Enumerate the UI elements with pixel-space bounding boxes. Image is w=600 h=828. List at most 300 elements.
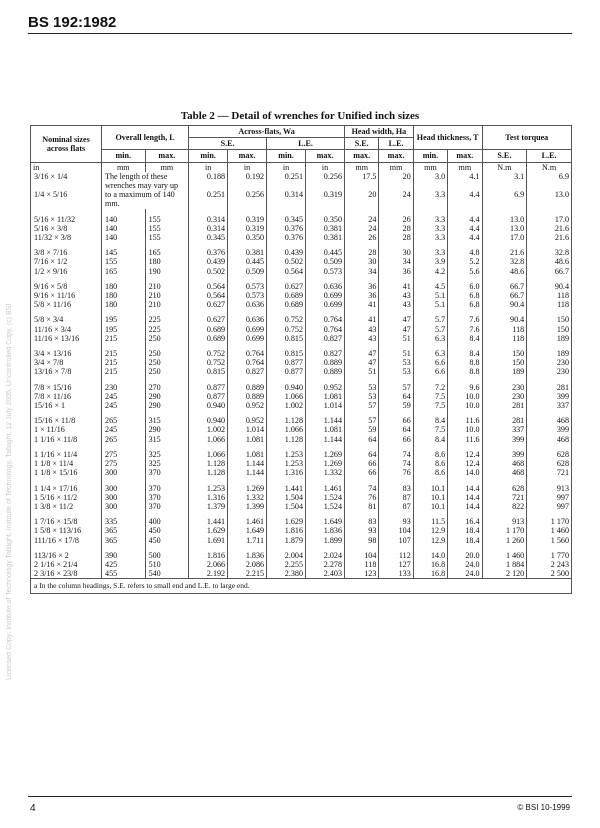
table-cell: 245: [102, 392, 146, 401]
nominal-size-cell: 1 1/16 × 11/8: [31, 435, 102, 444]
table-cell: 43: [379, 291, 413, 300]
table-cell: 468: [527, 435, 572, 444]
table-cell: 3.1: [482, 172, 527, 190]
table-cell: 0.627: [189, 315, 228, 324]
table-cell: 1.316: [267, 468, 306, 477]
table-cell: 3.9: [413, 257, 447, 266]
table-cell: 337: [482, 425, 527, 434]
table-cell: 1.253: [267, 459, 306, 468]
table-row: [31, 468, 572, 477]
table-cell: 1.081: [228, 450, 267, 459]
table-cell: 0.319: [228, 224, 267, 233]
table-cell: 7.6: [448, 315, 482, 324]
table-cell: 2.004: [267, 551, 306, 560]
header-thickness-max: max.: [448, 150, 482, 162]
table-cell: 57: [345, 401, 379, 410]
table-cell: 150: [527, 315, 572, 324]
table-cell: 225: [145, 325, 189, 334]
table-cell: 47: [379, 325, 413, 334]
table-cell: 0.940: [189, 416, 228, 425]
table-cell: 150: [527, 325, 572, 334]
table-cell: 28: [379, 233, 413, 242]
table-cell: 365: [102, 526, 146, 535]
header-flats-le-min: min.: [267, 150, 306, 162]
nominal-size-cell: 11/16 × 13/16: [31, 334, 102, 343]
table-cell: 0.827: [228, 367, 267, 376]
table-cell: 1.144: [228, 459, 267, 468]
table-cell: 66: [345, 459, 379, 468]
nominal-size-cell: 1 5/16 × 11/2: [31, 493, 102, 502]
table-cell: 6.9: [527, 172, 572, 190]
header-width-le-max: max.: [379, 150, 413, 162]
table-cell: 87: [379, 502, 413, 511]
table-cell: 1.128: [189, 468, 228, 477]
table-cell: 230: [527, 367, 572, 376]
table-cell: 43: [345, 325, 379, 334]
table-cell: 2.403: [306, 569, 345, 579]
table-cell: 74: [379, 450, 413, 459]
table-cell: 2 120: [482, 569, 527, 579]
table-cell: 0.251: [189, 190, 228, 208]
table-cell: 1.629: [267, 517, 306, 526]
table-cell: 210: [145, 291, 189, 300]
table-cell: 0.689: [267, 300, 306, 309]
table-cell: 455: [102, 569, 146, 579]
table-cell: 0.877: [189, 383, 228, 392]
table-cell: 18.4: [448, 526, 482, 535]
table-cell: 1.504: [267, 502, 306, 511]
nominal-size-cell: 5/16 × 11/32: [31, 215, 102, 224]
table-row: [31, 349, 572, 358]
table-row: [31, 383, 572, 392]
table-cell: 0.699: [228, 334, 267, 343]
table-cell: 0.376: [267, 233, 306, 242]
nominal-size-cell: 3/4 × 13/16: [31, 349, 102, 358]
table-cell: 6.6: [413, 367, 447, 376]
table-row: [31, 526, 572, 535]
unit-cell: mm: [379, 162, 413, 172]
table-cell: 3.3: [413, 215, 447, 224]
table-cell: 51: [379, 334, 413, 343]
table-cell: 2.024: [306, 551, 345, 560]
table-cell: 74: [345, 484, 379, 493]
table-cell: 500: [145, 551, 189, 560]
table-cell: 250: [145, 367, 189, 376]
table-cell: 6.6: [413, 358, 447, 367]
table-cell: 24: [345, 215, 379, 224]
unit-cell: in: [267, 162, 306, 172]
table-cell: 1.081: [306, 392, 345, 401]
table-cell: 66: [345, 468, 379, 477]
table-cell: 0.314: [189, 224, 228, 233]
table-cell: 0.699: [306, 291, 345, 300]
table-cell: 399: [482, 435, 527, 444]
nominal-size-cell: 1/2 × 9/16: [31, 267, 102, 276]
table-cell: 47: [379, 315, 413, 324]
table-cell: 0.502: [267, 257, 306, 266]
nominal-size-cell: 3/8 × 7/16: [31, 248, 102, 257]
table-cell: 1.332: [306, 468, 345, 477]
nominal-size-cell: 5/16 × 3/8: [31, 224, 102, 233]
table-cell: 5.7: [413, 315, 447, 324]
table-cell: 145: [102, 248, 146, 257]
unit-cell: in: [228, 162, 267, 172]
table-cell: 215: [102, 349, 146, 358]
table-cell: 0.502: [189, 267, 228, 276]
table-cell: 0.439: [267, 248, 306, 257]
table-cell: 0.256: [228, 190, 267, 208]
table-cell: 17.0: [527, 215, 572, 224]
table-cell: 150: [482, 358, 527, 367]
table-cell: 1 560: [527, 536, 572, 545]
table-cell: 2.215: [228, 569, 267, 579]
table-cell: 10.0: [448, 392, 482, 401]
nominal-size-cell: 15/16 × 1: [31, 401, 102, 410]
table-cell: 3.3: [413, 224, 447, 233]
table-cell: 21.6: [482, 248, 527, 257]
unit-cell: in: [306, 162, 345, 172]
table-cell: 1.899: [306, 536, 345, 545]
table-cell: 4.1: [448, 172, 482, 190]
table-cell: 14.4: [448, 493, 482, 502]
nominal-size-cell: 3/4 × 7/8: [31, 358, 102, 367]
table-cell: 1.504: [267, 493, 306, 502]
table-cell: 5.1: [413, 291, 447, 300]
table-cell: 1.002: [189, 425, 228, 434]
header-torque-se: S.E.: [482, 150, 527, 162]
table-cell: 133: [379, 569, 413, 579]
table-cell: 1.461: [228, 517, 267, 526]
table-cell: 1.816: [267, 526, 306, 535]
table-cell: 0.889: [306, 358, 345, 367]
header-rule: [28, 33, 572, 34]
table-cell: 1.441: [267, 484, 306, 493]
table-cell: 66.7: [482, 291, 527, 300]
table-cell: 36: [379, 267, 413, 276]
table-cell: 0.439: [189, 257, 228, 266]
nominal-size-cell: 7/16 × 1/2: [31, 257, 102, 266]
table-cell: 0.564: [267, 267, 306, 276]
table-cell: 118: [482, 325, 527, 334]
table-cell: 1.066: [267, 392, 306, 401]
nominal-size-cell: 5/8 × 11/16: [31, 300, 102, 309]
table-cell: 0.573: [228, 282, 267, 291]
table-cell: 399: [527, 425, 572, 434]
unit-cell: mm: [102, 162, 146, 172]
table-cell: 1.253: [189, 484, 228, 493]
table-cell: 0.827: [306, 334, 345, 343]
table-cell: 51: [345, 367, 379, 376]
table-cell: 1.144: [306, 416, 345, 425]
table-cell: 1.332: [228, 493, 267, 502]
table-cell: 195: [102, 325, 146, 334]
table-cell: 0.815: [267, 334, 306, 343]
table-cell: 3.3: [413, 248, 447, 257]
table-cell: 155: [145, 233, 189, 242]
table-cell: 468: [482, 468, 527, 477]
table-cell: 0.764: [306, 325, 345, 334]
table-cell: 11.6: [448, 416, 482, 425]
table-cell: 66.7: [527, 267, 572, 276]
table-cell: 155: [145, 215, 189, 224]
table-cell: 4.8: [448, 248, 482, 257]
table-cell: 0.764: [306, 315, 345, 324]
table-cell: 0.815: [189, 367, 228, 376]
table-cell: 47: [345, 349, 379, 358]
table-cell: 0.573: [306, 267, 345, 276]
table-cell: 281: [482, 401, 527, 410]
table-cell: 180: [145, 257, 189, 266]
table-cell: 1.066: [189, 450, 228, 459]
nominal-size-cell: 113/16 × 2: [31, 551, 102, 560]
table-cell: 104: [379, 526, 413, 535]
table-cell: 1.066: [189, 435, 228, 444]
table-cell: 12.4: [448, 459, 482, 468]
table-cell: 0.952: [306, 383, 345, 392]
table-cell: 1 884: [482, 560, 527, 569]
table-cell: 0.350: [228, 233, 267, 242]
table-cell: 104: [345, 551, 379, 560]
table-cell: 2.255: [267, 560, 306, 569]
table-cell: 26: [379, 215, 413, 224]
document-standard-number: BS 192:1982: [28, 14, 117, 31]
table-cell: 150: [482, 349, 527, 358]
table-cell: 628: [527, 450, 572, 459]
table-cell: 0.319: [228, 215, 267, 224]
table-cell: 2.086: [228, 560, 267, 569]
unit-cell: in: [31, 162, 102, 172]
table-cell: 1.629: [189, 526, 228, 535]
table-row: [31, 392, 572, 401]
table-cell: 315: [145, 435, 189, 444]
table-cell: 28: [345, 248, 379, 257]
table-cell: 14.4: [448, 484, 482, 493]
table-cell: 74: [379, 459, 413, 468]
table-cell: 7.6: [448, 325, 482, 334]
table-cell: 64: [345, 450, 379, 459]
table-cell: 83: [345, 517, 379, 526]
table-cell: 1.014: [306, 401, 345, 410]
table-cell: 275: [102, 459, 146, 468]
table-cell: 180: [102, 300, 146, 309]
table-cell: 64: [379, 425, 413, 434]
nominal-size-cell: 11/32 × 3/8: [31, 233, 102, 242]
table-cell: 315: [145, 416, 189, 425]
table-cell: 10.1: [413, 484, 447, 493]
table-cell: 189: [527, 349, 572, 358]
header-width-se-max: max.: [345, 150, 379, 162]
table-cell: 189: [527, 334, 572, 343]
table-cell: 0.350: [306, 215, 345, 224]
table-cell: 165: [102, 267, 146, 276]
nominal-size-cell: 1 1/8 × 11/4: [31, 459, 102, 468]
table-cell: 1.524: [306, 502, 345, 511]
table-cell: 9.6: [448, 383, 482, 392]
table-cell: 230: [102, 383, 146, 392]
table-cell: 165: [145, 248, 189, 257]
table-cell: 325: [145, 459, 189, 468]
nominal-size-cell: 3/16 × 1/4: [31, 172, 102, 190]
table-cell: 6.9: [482, 190, 527, 208]
table-row: [31, 224, 572, 233]
table-cell: 51: [379, 349, 413, 358]
table-cell: 16.8: [413, 560, 447, 569]
table-cell: 8.6: [413, 459, 447, 468]
table-cell: 24: [345, 224, 379, 233]
table-cell: 270: [145, 383, 189, 392]
length-note: The length of these wrenches may vary up to a maximum of 140 mm.: [102, 172, 189, 209]
header-torque-le: L.E.: [527, 150, 572, 162]
table-cell: 290: [145, 401, 189, 410]
table-cell: 20.0: [448, 551, 482, 560]
table-cell: 53: [345, 383, 379, 392]
table-cell: 290: [145, 392, 189, 401]
table-cell: 140: [102, 215, 146, 224]
table-cell: 0.764: [228, 358, 267, 367]
table-cell: 1.649: [306, 517, 345, 526]
table-cell: 0.940: [267, 383, 306, 392]
table-cell: 98: [345, 536, 379, 545]
table-row: [31, 435, 572, 444]
unit-cell: mm: [345, 162, 379, 172]
table-row: [31, 517, 572, 526]
nominal-size-cell: 1 3/8 × 11/2: [31, 502, 102, 511]
table-cell: 90.4: [482, 300, 527, 309]
table-cell: 41: [379, 282, 413, 291]
table-cell: 250: [145, 358, 189, 367]
table-cell: 26: [345, 233, 379, 242]
table-cell: 400: [145, 517, 189, 526]
table-cell: 10.0: [448, 401, 482, 410]
table-cell: 93: [379, 517, 413, 526]
wrench-detail-table: [30, 125, 572, 594]
table-cell: 250: [145, 349, 189, 358]
table-cell: 8.4: [413, 435, 447, 444]
table-cell: 53: [345, 392, 379, 401]
table-cell: 0.752: [267, 325, 306, 334]
table-cell: 0.376: [189, 248, 228, 257]
table-cell: 76: [379, 468, 413, 477]
table-cell: 1.144: [228, 468, 267, 477]
table-cell: 250: [145, 334, 189, 343]
table-cell: 1.128: [189, 459, 228, 468]
table-cell: 275: [102, 450, 146, 459]
table-cell: 370: [145, 493, 189, 502]
table-cell: 10.1: [413, 502, 447, 511]
table-cell: 1.649: [228, 526, 267, 535]
table-cell: 1.014: [228, 425, 267, 434]
table-cell: 36: [345, 291, 379, 300]
copyright-notice: © BSI 10-1999: [517, 803, 570, 812]
table-cell: 155: [102, 257, 146, 266]
unit-cell: N.m: [527, 162, 572, 172]
nominal-size-cell: 9/16 × 11/16: [31, 291, 102, 300]
table-cell: 1.128: [267, 435, 306, 444]
table-cell: 0.752: [189, 349, 228, 358]
table-cell: 1.269: [306, 459, 345, 468]
table-cell: 2 500: [527, 569, 572, 579]
table-cell: 1.836: [228, 551, 267, 560]
header-across-flats: Across-flats, Wa: [189, 126, 345, 138]
nominal-size-cell: 15/16 × 11/8: [31, 416, 102, 425]
table-cell: 107: [379, 536, 413, 545]
table-cell: 0.889: [306, 367, 345, 376]
table-cell: 0.573: [228, 291, 267, 300]
table-row: [31, 416, 572, 425]
table-cell: 8.4: [448, 349, 482, 358]
table-cell: 0.689: [189, 334, 228, 343]
table-cell: 3.3: [413, 190, 447, 208]
table-cell: 6.3: [413, 334, 447, 343]
unit-cell: mm: [145, 162, 189, 172]
table-cell: 390: [102, 551, 146, 560]
table-cell: 64: [345, 435, 379, 444]
table-cell: 34: [345, 267, 379, 276]
table-cell: 28: [379, 224, 413, 233]
header-thickness-min: min.: [413, 150, 447, 162]
table-row: [31, 551, 572, 560]
header-flats-se-max: max.: [228, 150, 267, 162]
unit-cell: mm: [413, 162, 447, 172]
table-cell: 540: [145, 569, 189, 579]
table-cell: 123: [345, 569, 379, 579]
table-cell: 1.711: [228, 536, 267, 545]
table-cell: 8.6: [413, 450, 447, 459]
table-cell: 0.319: [306, 190, 345, 208]
table-cell: 0.345: [267, 215, 306, 224]
table-row: [31, 267, 572, 276]
table-cell: 0.636: [228, 315, 267, 324]
table-cell: 53: [379, 358, 413, 367]
table-row: [31, 291, 572, 300]
table-cell: 0.889: [228, 383, 267, 392]
table-cell: 11.6: [448, 435, 482, 444]
table-cell: 210: [145, 300, 189, 309]
table-cell: 0.445: [306, 248, 345, 257]
table-row: [31, 233, 572, 242]
table-cell: 300: [102, 484, 146, 493]
table-cell: 0.699: [306, 300, 345, 309]
table-cell: 12.4: [448, 450, 482, 459]
table-cell: 0.627: [267, 282, 306, 291]
table-cell: 0.188: [189, 172, 228, 190]
table-cell: 87: [379, 493, 413, 502]
table-cell: 425: [102, 560, 146, 569]
table-cell: 0.314: [267, 190, 306, 208]
table-cell: 140: [102, 224, 146, 233]
table-cell: 0.699: [228, 325, 267, 334]
table-cell: 180: [102, 282, 146, 291]
table-cell: 6.3: [413, 349, 447, 358]
table-cell: 189: [482, 367, 527, 376]
table-cell: 2.192: [189, 569, 228, 579]
header-head-thickness: Head thickness, T: [413, 126, 482, 150]
table-row: [31, 425, 572, 434]
table-cell: 0.564: [189, 282, 228, 291]
table-cell: 0.952: [228, 401, 267, 410]
table-caption: Table 2 — Detail of wrenches for Unified inch sizes: [180, 110, 420, 122]
table-cell: 997: [527, 493, 572, 502]
table-cell: 12.9: [413, 536, 447, 545]
nominal-size-cell: 1 5/8 × 113/16: [31, 526, 102, 535]
table-cell: 17.5: [345, 172, 379, 190]
table-cell: 155: [145, 224, 189, 233]
table-cell: 112: [379, 551, 413, 560]
table-cell: 215: [102, 358, 146, 367]
nominal-size-cell: 13/16 × 7/8: [31, 367, 102, 376]
table-cell: 53: [379, 367, 413, 376]
table-row: [31, 248, 572, 257]
